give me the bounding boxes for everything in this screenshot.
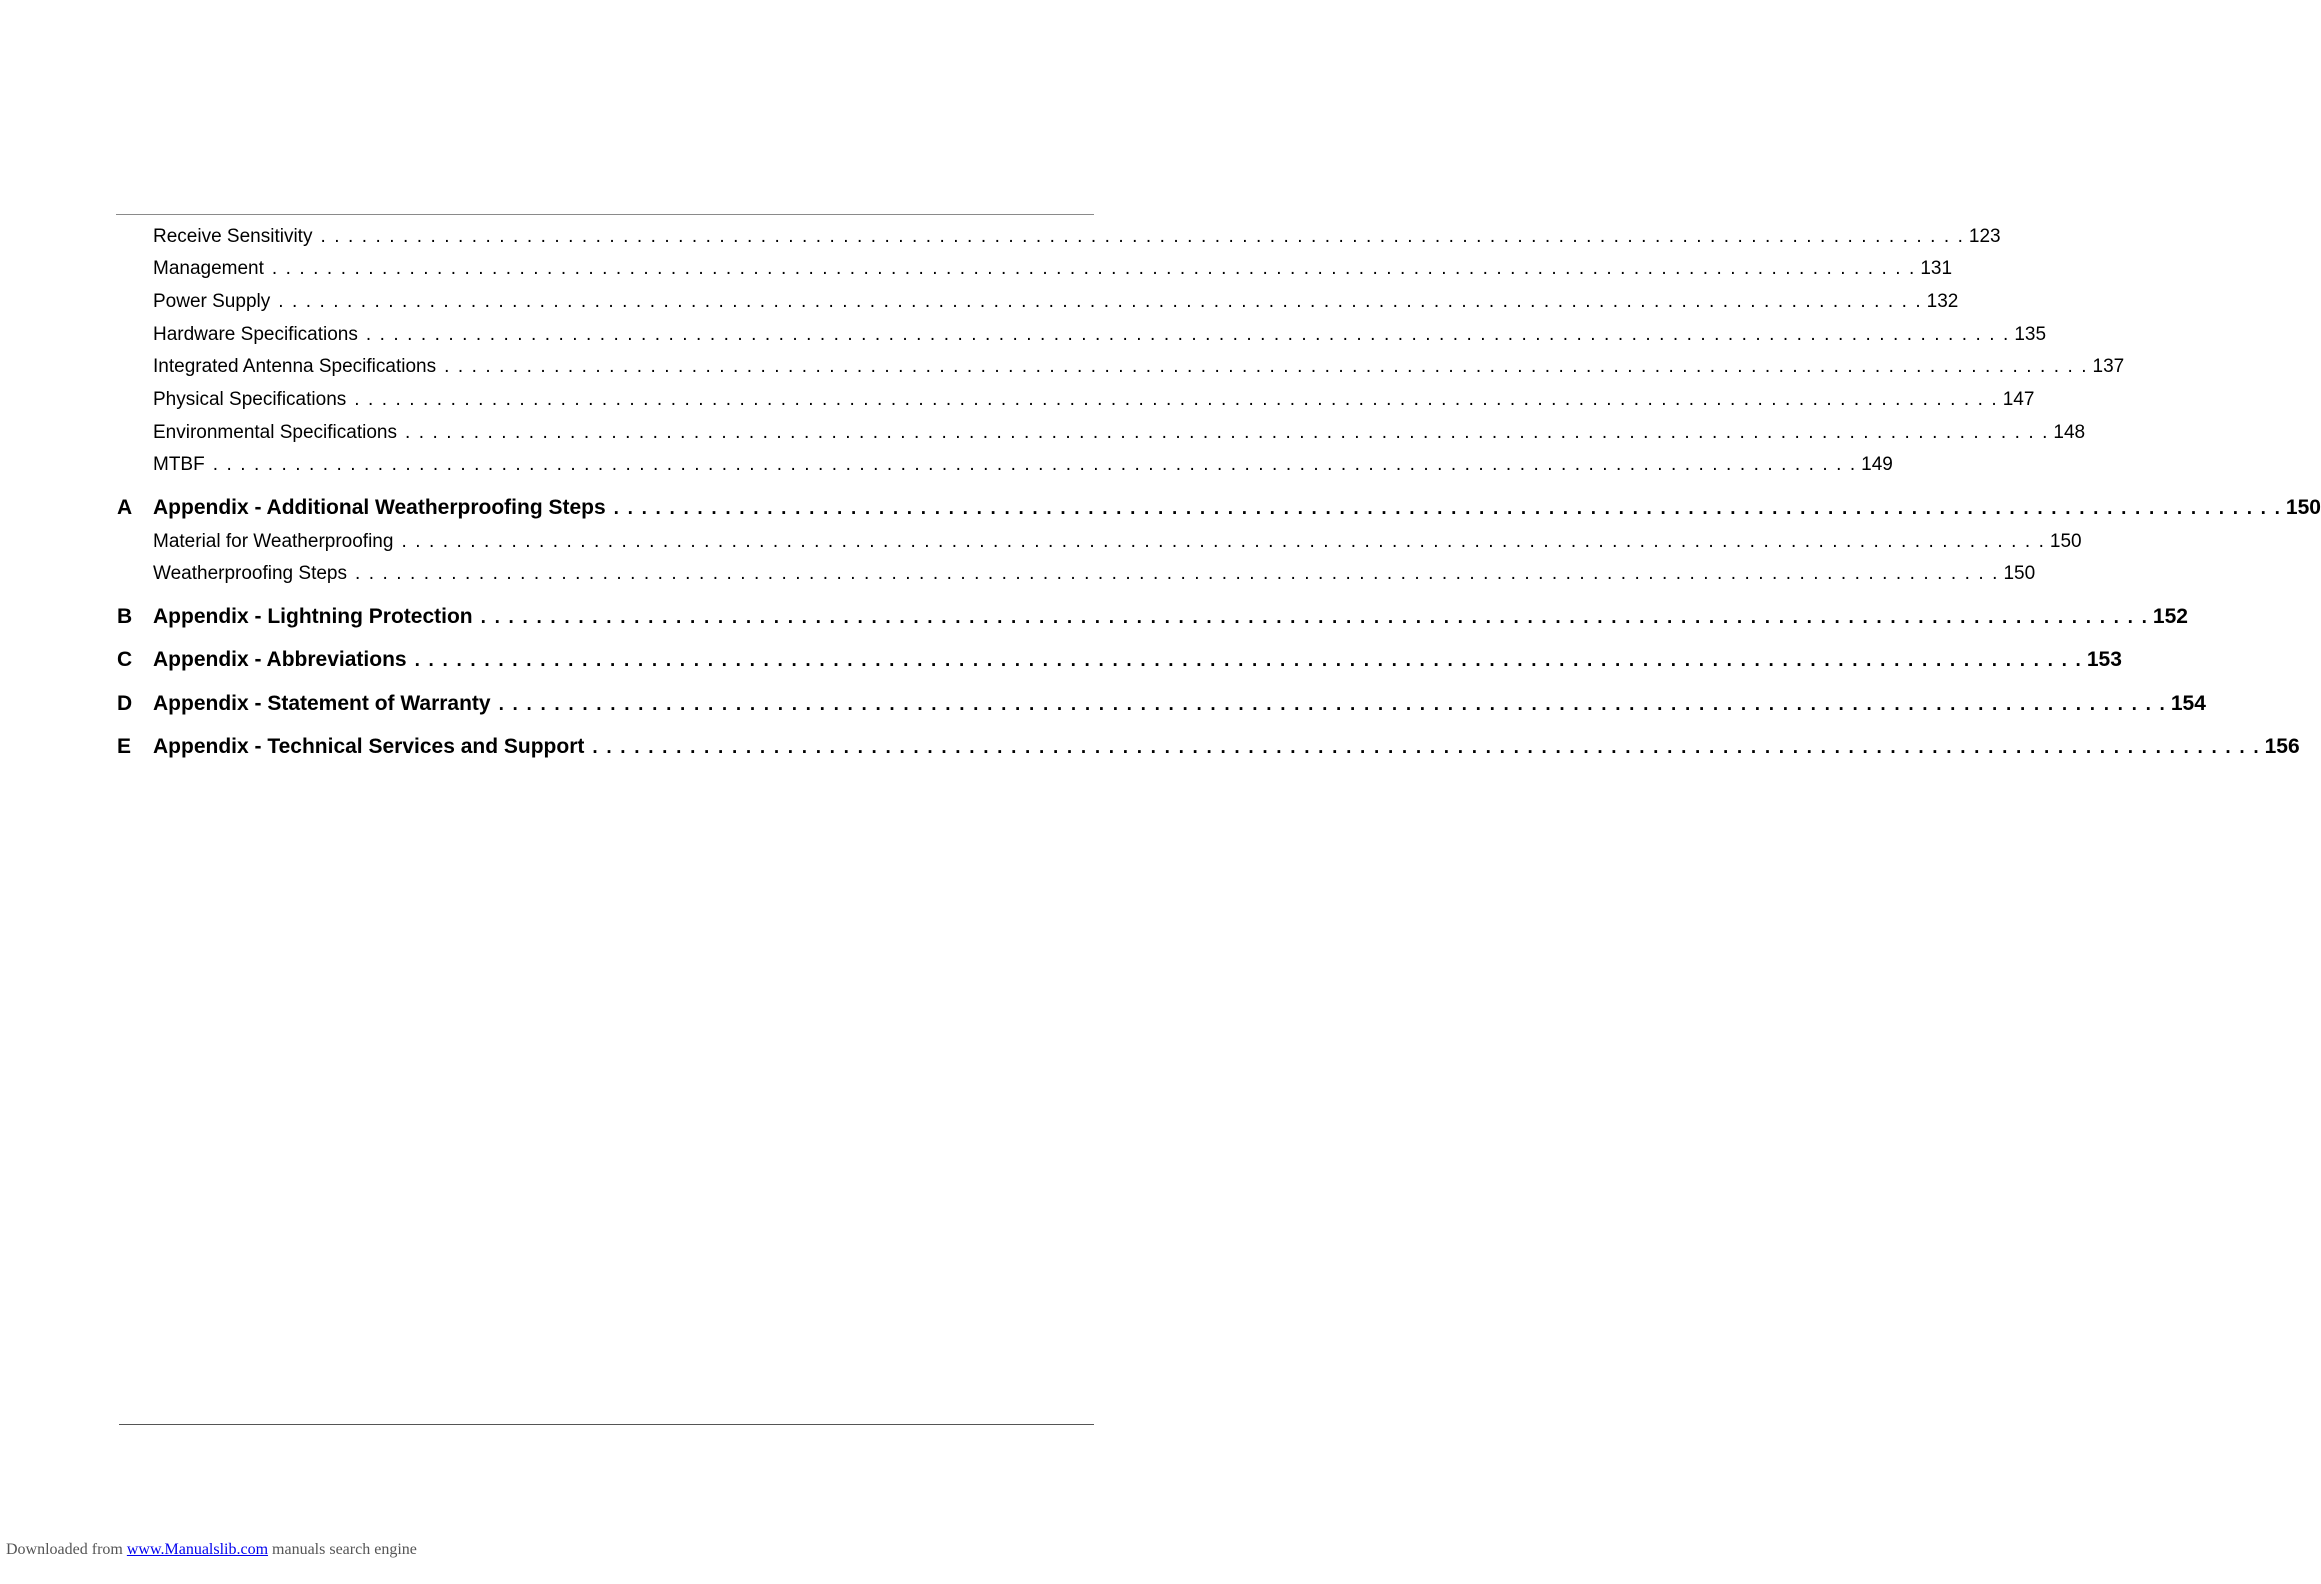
footer-suffix: manuals search engine (272, 1541, 417, 1558)
toc-entry-appendix-b[interactable] (117, 605, 2188, 629)
toc-entry-environmental-specifications[interactable] (153, 422, 2086, 444)
dot-leader: . . . . . . . . . . . . . . . . . . . . . . . . . . . . . . . . . . . . . . . . . . . . . . . . . . . . . . . . . . . . . . . . . . . . . . . . . . . . . . . . . . . . . . . . . . . . . . . . . . . . . . . . . . . . . . . . . . . . . . . . (320, 226, 1963, 247)
dot-leader: . . . . . . . . . . . . . . . . . . . . . . . . . . . . . . . . . . . . . . . . . . . . . . . . . . . . . . . . . . . . . . . . . . . . . . . . . . . . . . . . . . . . . . . . . . . . . . . . . . . . . . . . . . . . . . . . . . . . . . . . (613, 498, 2280, 519)
toc-entry-title: Receive Sensitivity (153, 226, 313, 247)
toc-entry-page: 147 (2002, 389, 2035, 410)
dot-leader: . . . . . . . . . . . . . . . . . . . . . . . . . . . . . . . . . . . . . . . . . . . . . . . . . . . . . . . . . . . . . . . . . . . . . . . . . . . . . . . . . . . . . . . . . . . . . . . . . . . . . . . . . . . . . . . . . . . . . . . . (365, 324, 2009, 345)
toc-entry-title: Appendix - Technical Services and Support (153, 735, 585, 758)
dot-leader: . . . . . . . . . . . . . . . . . . . . . . . . . . . . . . . . . . . . . . . . . . . . . . . . . . . . . . . . . . . . . . . . . . . . . . . . . . . . . . . . . . . . . . . . . . . . . . . . . . . . . . . . . . . . . . . . . . . . . . . . (444, 356, 2087, 377)
dot-leader: . . . . . . . . . . . . . . . . . . . . . . . . . . . . . . . . . . . . . . . . . . . . . . . . . . . . . . . . . . . . . . . . . . . . . . . . . . . . . . . . . . . . . . . . . . . . . . . . . . . . . . . . . . . . . . . . . . . . . . . . (278, 291, 1921, 312)
toc-entry-page: 149 (1861, 454, 1893, 475)
toc-entry-management[interactable] (153, 258, 1953, 280)
appendix-letter: D (117, 692, 133, 715)
dot-leader: . . . . . . . . . . . . . . . . . . . . . . . . . . . . . . . . . . . . . . . . . . . . . . . . . . . . . . . . . . . . . . . . . . . . . . . . . . . . . . . . . . . . . . . . . . . . . . . . . . . . . . . . . . . . . . . . . . . . . . . . (212, 454, 1856, 475)
toc-entry-power-supply[interactable] (153, 291, 1959, 313)
top-divider (116, 214, 1094, 215)
toc-entry-title: Appendix - Abbreviations (153, 648, 407, 671)
toc-entry-weatherproofing-steps[interactable] (153, 563, 2036, 585)
dot-leader: . . . . . . . . . . . . . . . . . . . . . . . . . . . . . . . . . . . . . . . . . . . . . . . . . . . . . . . . . . . . . . . . . . . . . . . . . . . . . . . . . . . . . . . . . . . . . . . . . . . . . . . . . . . . . . . . . . . . . . . . (354, 389, 1997, 410)
toc-entry-title: Material for Weatherproofing (153, 531, 394, 552)
toc-entry-title: Power Supply (153, 291, 271, 312)
toc-entry-page: 150 (2003, 563, 2036, 584)
toc-entry-material-for-weatherproofing[interactable] (153, 531, 2082, 553)
toc-entry-page: 156 (2264, 735, 2300, 758)
toc-entry-title: Environmental Specifications (153, 422, 397, 443)
toc-entry-hardware-specifications[interactable] (153, 324, 2047, 346)
dot-leader: . . . . . . . . . . . . . . . . . . . . . . . . . . . . . . . . . . . . . . . . . . . . . . . . . . . . . . . . . . . . . . . . . . . . . . . . . . . . . . . . . . . . . . . . . . . . . . . . . . . . . . . . . . . . . . . . . . . . . . . . (414, 650, 2081, 671)
bottom-divider (119, 1424, 1094, 1425)
toc-entry-title: Appendix - Lightning Protection (153, 605, 473, 628)
toc-entry-page: 148 (2053, 422, 2086, 443)
toc-entry-page: 137 (2092, 356, 2125, 377)
toc-entry-appendix-a[interactable] (117, 496, 2321, 520)
dot-leader: . . . . . . . . . . . . . . . . . . . . . . . . . . . . . . . . . . . . . . . . . . . . . . . . . . . . . . . . . . . . . . . . . . . . . . . . . . . . . . . . . . . . . . . . . . . . . . . . . . . . . . . . . . . . . . . . . . . . . . . . (355, 563, 1998, 584)
dot-leader: . . . . . . . . . . . . . . . . . . . . . . . . . . . . . . . . . . . . . . . . . . . . . . . . . . . . . . . . . . . . . . . . . . . . . . . . . . . . . . . . . . . . . . . . . . . . . . . . . . . . . . . . . . . . . . . . . . . . . . . . (592, 737, 2259, 758)
toc-entry-title: Appendix - Additional Weatherproofing Steps (153, 496, 606, 519)
toc-entry-page: 123 (1968, 226, 2001, 247)
toc-entry-receive-sensitivity[interactable] (153, 226, 2001, 248)
dot-leader: . . . . . . . . . . . . . . . . . . . . . . . . . . . . . . . . . . . . . . . . . . . . . . . . . . . . . . . . . . . . . . . . . . . . . . . . . . . . . . . . . . . . . . . . . . . . . . . . . . . . . . . . . . . . . . . . . . . . . . . . (401, 531, 2044, 552)
appendix-letter: A (117, 496, 133, 519)
toc-entry-mtbf[interactable] (153, 454, 1893, 476)
dot-leader: . . . . . . . . . . . . . . . . . . . . . . . . . . . . . . . . . . . . . . . . . . . . . . . . . . . . . . . . . . . . . . . . . . . . . . . . . . . . . . . . . . . . . . . . . . . . . . . . . . . . . . . . . . . . . . . . . . . . . . . . (480, 607, 2147, 628)
toc-entry-title: Physical Specifications (153, 389, 347, 410)
download-footer (6, 1541, 417, 1559)
footer-prefix: Downloaded from (6, 1541, 123, 1558)
toc-entry-title: Weatherproofing Steps (153, 563, 347, 584)
toc-entry-page: 153 (2086, 648, 2122, 671)
toc-entry-appendix-c[interactable] (117, 648, 2122, 672)
toc-entry-integrated-antenna-specifications[interactable] (153, 356, 2125, 378)
toc-entry-title: Management (153, 258, 264, 279)
manualslib-link[interactable]: www.Manualslib.com (126, 1541, 269, 1558)
toc-entry-physical-specifications[interactable] (153, 389, 2035, 411)
toc-entry-title: MTBF (153, 454, 205, 475)
appendix-letter: E (117, 735, 132, 758)
toc-entry-page: 135 (2014, 324, 2047, 345)
toc-entry-page: 132 (1926, 291, 1959, 312)
toc-entry-title: Appendix - Statement of Warranty (153, 692, 491, 715)
toc-entry-appendix-e[interactable] (117, 735, 2300, 759)
toc-entry-appendix-d[interactable] (117, 692, 2206, 716)
appendix-letter: B (117, 605, 133, 628)
dot-leader: . . . . . . . . . . . . . . . . . . . . . . . . . . . . . . . . . . . . . . . . . . . . . . . . . . . . . . . . . . . . . . . . . . . . . . . . . . . . . . . . . . . . . . . . . . . . . . . . . . . . . . . . . . . . . . . . . . . . . . . . (498, 694, 2165, 715)
toc-entry-title: Hardware Specifications (153, 324, 358, 345)
toc-entry-page: 150 (2285, 496, 2321, 519)
toc-entry-title: Integrated Antenna Specifications (153, 356, 437, 377)
dot-leader: . . . . . . . . . . . . . . . . . . . . . . . . . . . . . . . . . . . . . . . . . . . . . . . . . . . . . . . . . . . . . . . . . . . . . . . . . . . . . . . . . . . . . . . . . . . . . . . . . . . . . . . . . . . . . . . . . . . . . . . . (404, 422, 2048, 443)
toc-entry-page: 150 (2049, 531, 2082, 552)
toc-entry-page: 154 (2170, 692, 2206, 715)
toc-entry-page: 131 (1920, 258, 1953, 279)
dot-leader: . . . . . . . . . . . . . . . . . . . . . . . . . . . . . . . . . . . . . . . . . . . . . . . . . . . . . . . . . . . . . . . . . . . . . . . . . . . . . . . . . . . . . . . . . . . . . . . . . . . . . . . . . . . . . . . . . . . . . . . . (271, 258, 1915, 279)
appendix-letter: C (117, 648, 133, 671)
toc-entry-page: 152 (2152, 605, 2188, 628)
